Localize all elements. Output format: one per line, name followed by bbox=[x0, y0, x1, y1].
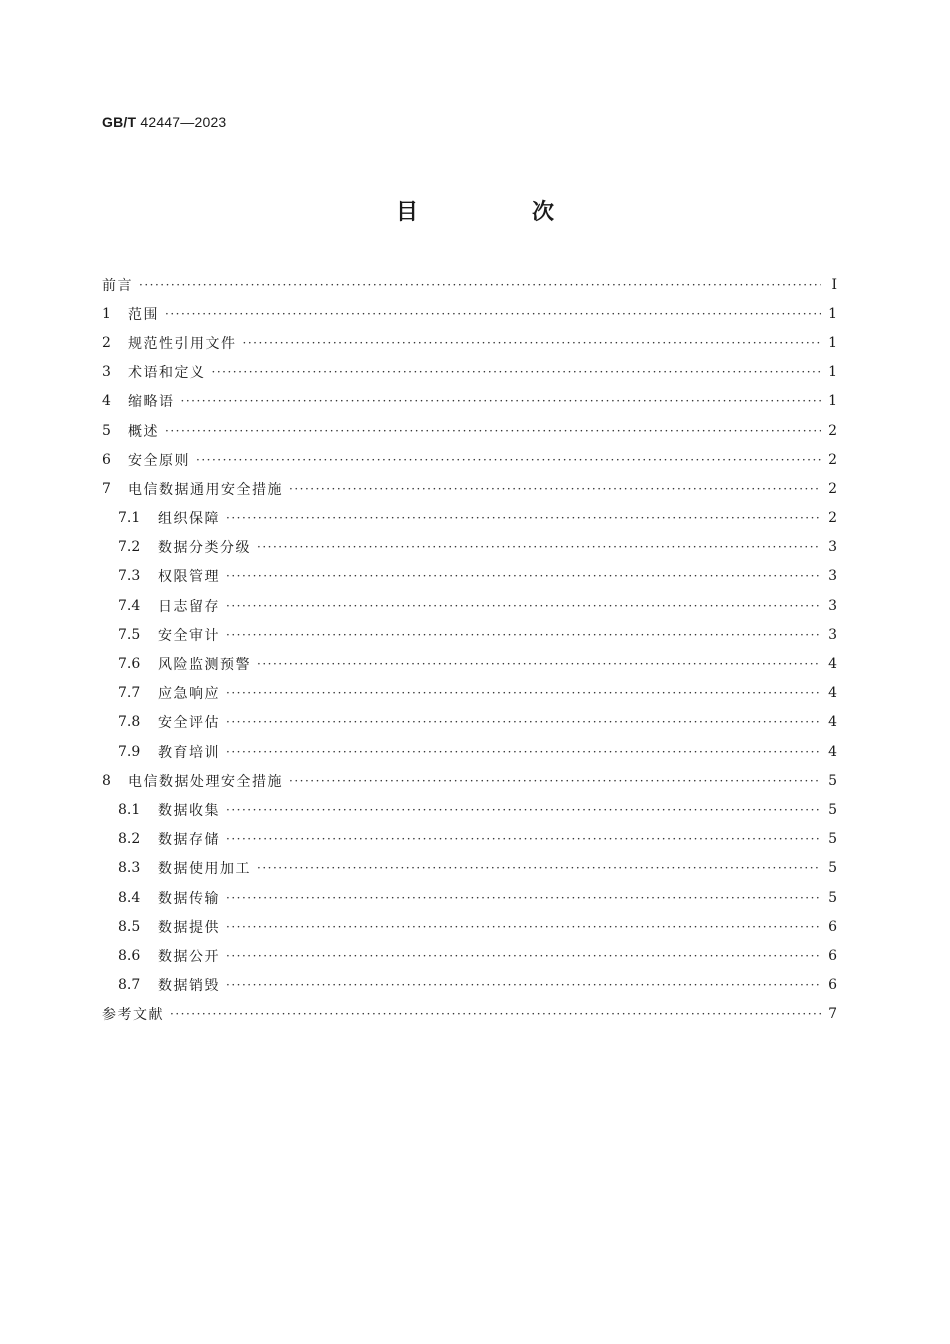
toc-dot-leader bbox=[226, 570, 821, 582]
toc-dot-leader bbox=[226, 746, 821, 758]
toc-entry[interactable] bbox=[102, 562, 837, 591]
toc-dot-leader bbox=[257, 862, 821, 874]
toc-entry[interactable] bbox=[102, 270, 837, 299]
toc-dot-leader bbox=[226, 804, 821, 816]
toc-entry-number: 8.3 bbox=[118, 860, 141, 877]
toc-entry-label: 安全审计 bbox=[158, 627, 220, 644]
toc-entry-number: 7.7 bbox=[118, 685, 141, 702]
toc-entry-number: 7.4 bbox=[118, 597, 141, 614]
toc-entry-page: 5 bbox=[828, 801, 837, 818]
toc-entry[interactable] bbox=[102, 299, 837, 328]
toc-dot-leader bbox=[181, 395, 822, 407]
toc-entry-label: 安全原则 bbox=[128, 452, 190, 469]
toc-entry[interactable] bbox=[102, 358, 837, 387]
toc-dot-leader bbox=[226, 921, 821, 933]
toc-entry-label: 数据销毁 bbox=[158, 978, 220, 995]
toc-entry-number: 7.2 bbox=[118, 539, 141, 556]
toc-entry-number: 8.6 bbox=[118, 947, 141, 964]
toc-entry-label: 数据分类分级 bbox=[158, 540, 251, 557]
toc-dot-leader bbox=[165, 308, 821, 320]
toc-entry[interactable] bbox=[102, 708, 837, 737]
toc-entry-page: 7 bbox=[828, 1006, 837, 1023]
toc-entry-label: 电信数据通用安全措施 bbox=[128, 481, 283, 498]
toc-entry-page: 6 bbox=[828, 947, 837, 964]
toc-entry-page: 6 bbox=[828, 918, 837, 935]
toc-entry-number: 3 bbox=[102, 364, 111, 381]
toc-entry-number: 8.7 bbox=[118, 977, 141, 994]
toc-entry-label: 风险监测预警 bbox=[158, 657, 251, 674]
toc-entry[interactable] bbox=[102, 912, 837, 941]
toc-entry-number: 5 bbox=[102, 422, 111, 439]
toc-dot-leader bbox=[226, 512, 821, 524]
toc-entry[interactable] bbox=[102, 1000, 837, 1029]
toc-entry-page: 1 bbox=[828, 334, 837, 351]
toc-dot-leader bbox=[212, 366, 822, 378]
toc-entry-label: 规范性引用文件 bbox=[128, 335, 237, 352]
toc-dot-leader bbox=[226, 716, 821, 728]
toc-entry-number: 7 bbox=[102, 480, 111, 497]
toc-entry[interactable] bbox=[102, 416, 837, 445]
toc-dot-leader bbox=[257, 658, 821, 670]
toc-entry[interactable] bbox=[102, 649, 837, 678]
toc-entry-page: 2 bbox=[828, 451, 837, 468]
toc-entry-label: 概述 bbox=[128, 423, 159, 440]
toc-entry-page: 3 bbox=[828, 597, 837, 614]
toc-entry-page: 1 bbox=[828, 364, 837, 381]
toc-entry[interactable] bbox=[102, 504, 837, 533]
toc-entry-label: 数据公开 bbox=[158, 948, 220, 965]
toc-entry[interactable] bbox=[102, 445, 837, 474]
toc-entry-page: 5 bbox=[828, 772, 837, 789]
toc-entry-number: 7.9 bbox=[118, 743, 141, 760]
toc-entry-page: 3 bbox=[828, 539, 837, 556]
toc-entry-label: 参考文献 bbox=[102, 1007, 164, 1024]
toc-entry-page: 4 bbox=[828, 656, 837, 673]
toc-entry-number: 7.6 bbox=[118, 656, 141, 673]
page-title: 目 次 bbox=[395, 200, 600, 225]
toc-entry-number: 7.1 bbox=[118, 510, 141, 527]
toc-entry-label: 应急响应 bbox=[158, 686, 220, 703]
toc-entry-label: 教育培训 bbox=[158, 744, 220, 761]
toc-entry-number: 7.8 bbox=[118, 714, 141, 731]
toc-entry-number: 8 bbox=[102, 772, 111, 789]
toc-entry-number: 8.5 bbox=[118, 918, 141, 935]
toc-entry[interactable] bbox=[102, 387, 837, 416]
toc-entry[interactable] bbox=[102, 766, 837, 795]
toc-entry-number: 7.3 bbox=[118, 568, 141, 585]
toc-entry-number: 6 bbox=[102, 451, 111, 468]
toc-dot-leader bbox=[226, 687, 821, 699]
toc-entry-page: 5 bbox=[828, 831, 837, 848]
toc-entry[interactable] bbox=[102, 620, 837, 649]
standard-prefix: GB/T bbox=[102, 114, 137, 130]
toc-entry[interactable] bbox=[102, 795, 837, 824]
toc-entry-label: 前言 bbox=[102, 277, 133, 294]
toc-dot-leader bbox=[289, 775, 821, 787]
toc-dot-leader bbox=[170, 1008, 821, 1020]
toc-entry[interactable] bbox=[102, 591, 837, 620]
toc-entry[interactable] bbox=[102, 737, 837, 766]
toc-entry-label: 数据传输 bbox=[158, 890, 220, 907]
toc-dot-leader bbox=[139, 279, 821, 291]
toc-entry-number: 8.2 bbox=[118, 831, 141, 848]
toc-entry-page: 1 bbox=[828, 393, 837, 410]
toc-entry-label: 权限管理 bbox=[158, 569, 220, 586]
toc-entry-page: Ⅰ bbox=[831, 276, 837, 293]
toc-entry[interactable] bbox=[102, 328, 837, 357]
toc-entry-page: 4 bbox=[828, 685, 837, 702]
toc-dot-leader bbox=[226, 600, 821, 612]
toc-entry-page: 3 bbox=[828, 568, 837, 585]
toc-entry-label: 安全评估 bbox=[158, 715, 220, 732]
toc-entry-number: 8.4 bbox=[118, 889, 141, 906]
toc-dot-leader bbox=[226, 979, 821, 991]
toc-entry-label: 数据使用加工 bbox=[158, 861, 251, 878]
toc-dot-leader bbox=[165, 425, 821, 437]
toc-entry-page: 4 bbox=[828, 743, 837, 760]
toc-entry-number: 4 bbox=[102, 393, 111, 410]
toc-entry[interactable] bbox=[102, 971, 837, 1000]
toc-dot-leader bbox=[226, 833, 821, 845]
toc-entry-label: 术语和定义 bbox=[128, 365, 206, 382]
toc-entry-label: 范围 bbox=[128, 306, 159, 323]
toc-entry[interactable] bbox=[102, 883, 837, 912]
toc-entry-label: 组织保障 bbox=[158, 511, 220, 528]
toc-entry-page: 6 bbox=[828, 977, 837, 994]
toc-entry[interactable] bbox=[102, 825, 837, 854]
toc-dot-leader bbox=[226, 892, 821, 904]
toc-entry-page: 5 bbox=[828, 889, 837, 906]
toc-entry-label: 数据收集 bbox=[158, 802, 220, 819]
toc-dot-leader bbox=[243, 337, 822, 349]
toc-entry[interactable] bbox=[102, 854, 837, 883]
toc-entry-number: 2 bbox=[102, 334, 111, 351]
toc-entry-label: 数据存储 bbox=[158, 832, 220, 849]
standard-code bbox=[102, 114, 226, 130]
toc-entry-number: 1 bbox=[102, 305, 111, 322]
toc-entry[interactable] bbox=[102, 533, 837, 562]
toc-dot-leader bbox=[289, 483, 821, 495]
toc-dot-leader bbox=[257, 541, 821, 553]
toc-entry-label: 电信数据处理安全措施 bbox=[128, 773, 283, 790]
standard-number: 42447—2023 bbox=[140, 114, 227, 130]
toc-entry-page: 2 bbox=[828, 510, 837, 527]
toc-dot-leader bbox=[226, 950, 821, 962]
table-of-contents bbox=[102, 270, 837, 1029]
toc-entry-label: 缩略语 bbox=[128, 394, 175, 411]
toc-entry[interactable] bbox=[102, 679, 837, 708]
toc-entry-page: 5 bbox=[828, 860, 837, 877]
toc-entry-page: 3 bbox=[828, 626, 837, 643]
toc-entry[interactable] bbox=[102, 941, 837, 970]
toc-entry-page: 1 bbox=[828, 305, 837, 322]
toc-entry-page: 4 bbox=[828, 714, 837, 731]
toc-entry-number: 8.1 bbox=[118, 801, 141, 818]
toc-entry[interactable] bbox=[102, 474, 837, 503]
toc-entry-number: 7.5 bbox=[118, 626, 141, 643]
toc-entry-label: 日志留存 bbox=[158, 598, 220, 615]
toc-entry-page: 2 bbox=[828, 422, 837, 439]
toc-entry-page: 2 bbox=[828, 480, 837, 497]
toc-dot-leader bbox=[196, 454, 821, 466]
toc-entry-label: 数据提供 bbox=[158, 919, 220, 936]
toc-dot-leader bbox=[226, 629, 821, 641]
